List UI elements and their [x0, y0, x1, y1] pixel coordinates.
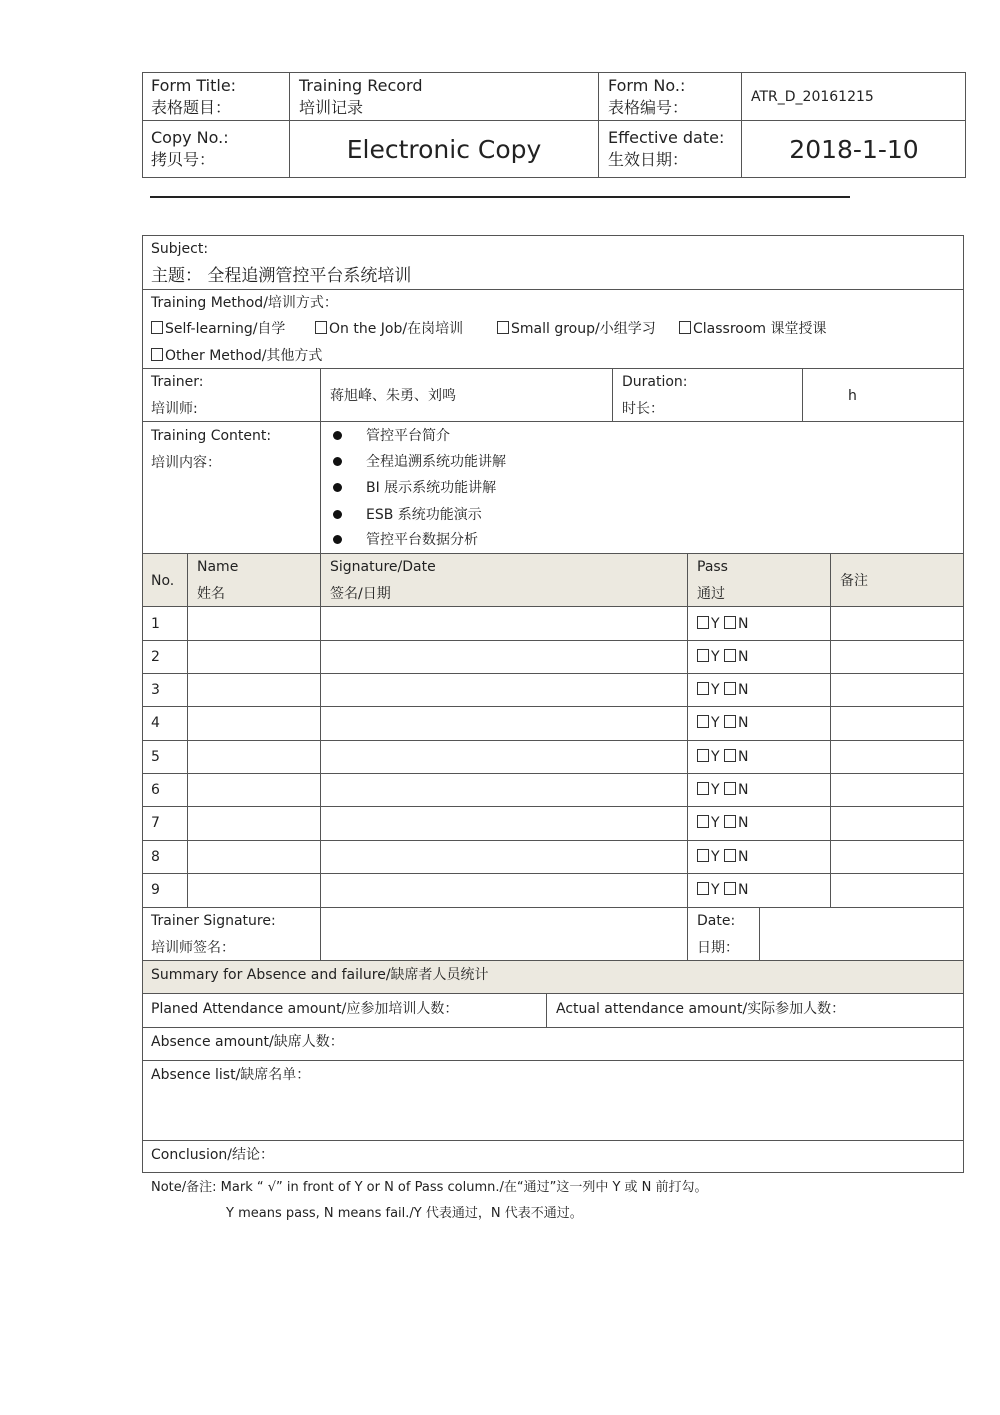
checkbox-icon[interactable]: [497, 321, 509, 334]
content-item: 全程追溯系统功能讲解: [366, 454, 506, 470]
effective-date-value: 2018-1-10: [789, 135, 919, 164]
duration-unit: h: [848, 388, 857, 404]
form-title-value-zh: 培训记录: [299, 98, 364, 117]
checkbox-icon[interactable]: [679, 321, 691, 334]
checkbox-icon[interactable]: [724, 882, 736, 895]
checkbox-icon[interactable]: [697, 749, 709, 762]
bullet-icon: [333, 483, 342, 492]
checkbox-icon[interactable]: [724, 649, 736, 662]
checkbox-icon[interactable]: [697, 782, 709, 795]
pass-checkboxes[interactable]: Y N: [697, 847, 749, 867]
conclusion: Conclusion/结论：: [151, 1147, 275, 1163]
header-divider: [150, 196, 850, 198]
row-number: 3: [151, 682, 160, 698]
trainer-signature-label: Trainer Signature:: [151, 913, 276, 929]
form-title-label: Form Title:: [151, 76, 237, 95]
row-number: 9: [151, 882, 160, 898]
effective-date-label-zh: 生效日期：: [608, 150, 689, 169]
bullet-icon: [333, 457, 342, 466]
row-number: 5: [151, 749, 160, 765]
subject-label: Subject:: [151, 241, 209, 257]
pass-checkboxes[interactable]: Y N: [697, 680, 749, 700]
content-item: 管控平台简介: [366, 428, 450, 444]
copy-no-label-zh: 拷贝号：: [151, 150, 216, 169]
pass-checkboxes[interactable]: Y N: [697, 780, 749, 800]
row-number: 1: [151, 616, 160, 632]
pass-checkboxes[interactable]: Y N: [697, 813, 749, 833]
checkbox-icon[interactable]: [724, 782, 736, 795]
method-option-on-the-job[interactable]: On the Job/在岗培训: [315, 319, 463, 339]
checkbox-icon[interactable]: [151, 321, 163, 334]
trainer-value: 蒋旭峰、朱勇、刘鸣: [330, 388, 456, 404]
content-item: BI 展示系统功能讲解: [366, 480, 497, 496]
summary-title: Summary for Absence and failure/缺席者人员统计: [151, 967, 489, 983]
checkbox-icon[interactable]: [697, 849, 709, 862]
header-signature-zh: 签名/日期: [330, 586, 391, 602]
date-label: Date:: [697, 913, 736, 929]
header-signature: Signature/Date: [330, 559, 436, 575]
pass-checkboxes[interactable]: Y N: [697, 614, 749, 634]
checkbox-icon[interactable]: [697, 682, 709, 695]
planned-attendance: Planed Attendance amount/应参加培训人数：: [151, 1001, 459, 1017]
form-title-value: Training Record: [299, 76, 423, 95]
pass-checkboxes[interactable]: Y N: [697, 880, 749, 900]
row-number: 2: [151, 649, 160, 665]
duration-label-zh: 时长：: [622, 401, 664, 417]
checkbox-icon[interactable]: [724, 682, 736, 695]
bullet-icon: [333, 510, 342, 519]
row-number: 6: [151, 782, 160, 798]
checkbox-icon[interactable]: [697, 715, 709, 728]
row-number: 4: [151, 715, 160, 731]
checkbox-icon[interactable]: [697, 649, 709, 662]
content-item: 管控平台数据分析: [366, 532, 478, 548]
checkbox-icon[interactable]: [724, 616, 736, 629]
content-item: ESB 系统功能演示: [366, 507, 482, 523]
checkbox-icon[interactable]: [724, 715, 736, 728]
bullet-icon: [333, 535, 342, 544]
header-no: No.: [151, 573, 175, 589]
form-no-label-zh: 表格编号：: [608, 98, 689, 117]
checkbox-icon[interactable]: [697, 616, 709, 629]
method-option-small-group[interactable]: Small group/小组学习: [497, 319, 656, 339]
form-no-value: ATR_D_20161215: [751, 89, 874, 105]
subject-value: 主题： 全程追溯管控平台系统培训: [151, 266, 412, 286]
method-option-classroom[interactable]: Classroom 课堂授课: [679, 319, 827, 339]
method-option-self-learning[interactable]: Self-learning/自学: [151, 319, 285, 339]
checkbox-icon[interactable]: [315, 321, 327, 334]
note-line-1: Note/备注: Mark “ √” in front of Y or N of Pass column./在“通过”这一列中 Y 或 N 前打勾。: [151, 1180, 708, 1195]
checkbox-icon[interactable]: [724, 749, 736, 762]
absence-list: Absence list/缺席名单：: [151, 1067, 311, 1083]
actual-attendance: Actual attendance amount/实际参加人数：: [556, 1001, 846, 1017]
note-line-2: Y means pass, N means fail./Y 代表通过，N 代表不通过。: [226, 1206, 583, 1221]
absence-amount: Absence amount/缺席人数：: [151, 1034, 344, 1050]
trainer-label: Trainer:: [151, 374, 204, 390]
duration-label: Duration:: [622, 374, 688, 390]
row-number: 8: [151, 849, 160, 865]
training-content-label-zh: 培训内容：: [151, 455, 221, 471]
copy-no-label: Copy No.:: [151, 128, 229, 147]
trainer-label-zh: 培训师:: [151, 401, 198, 417]
header-pass-zh: 通过: [697, 586, 725, 602]
checkbox-icon[interactable]: [724, 849, 736, 862]
pass-checkboxes[interactable]: Y N: [697, 647, 749, 667]
method-option-other[interactable]: Other Method/其他方式: [151, 346, 322, 366]
bullet-icon: [333, 431, 342, 440]
trainer-signature-label-zh: 培训师签名：: [151, 940, 235, 956]
copy-no-value: Electronic Copy: [346, 135, 542, 164]
training-content-label: Training Content:: [151, 428, 272, 444]
form-title-label-zh: 表格题目：: [151, 98, 232, 117]
pass-checkboxes[interactable]: Y N: [697, 747, 749, 767]
header-remark: 备注: [840, 573, 868, 589]
form-no-label: Form No.:: [608, 76, 686, 95]
checkbox-icon[interactable]: [151, 348, 163, 361]
header-name-zh: 姓名: [197, 586, 225, 602]
checkbox-icon[interactable]: [697, 882, 709, 895]
date-label-zh: 日期：: [697, 940, 739, 956]
training-method-label: Training Method/培训方式：: [151, 295, 338, 311]
row-number: 7: [151, 815, 160, 831]
checkbox-icon[interactable]: [724, 815, 736, 828]
checkbox-icon[interactable]: [697, 815, 709, 828]
header-name: Name: [197, 559, 239, 575]
effective-date-label: Effective date:: [608, 128, 725, 147]
header-pass: Pass: [697, 559, 728, 575]
pass-checkboxes[interactable]: Y N: [697, 713, 749, 733]
